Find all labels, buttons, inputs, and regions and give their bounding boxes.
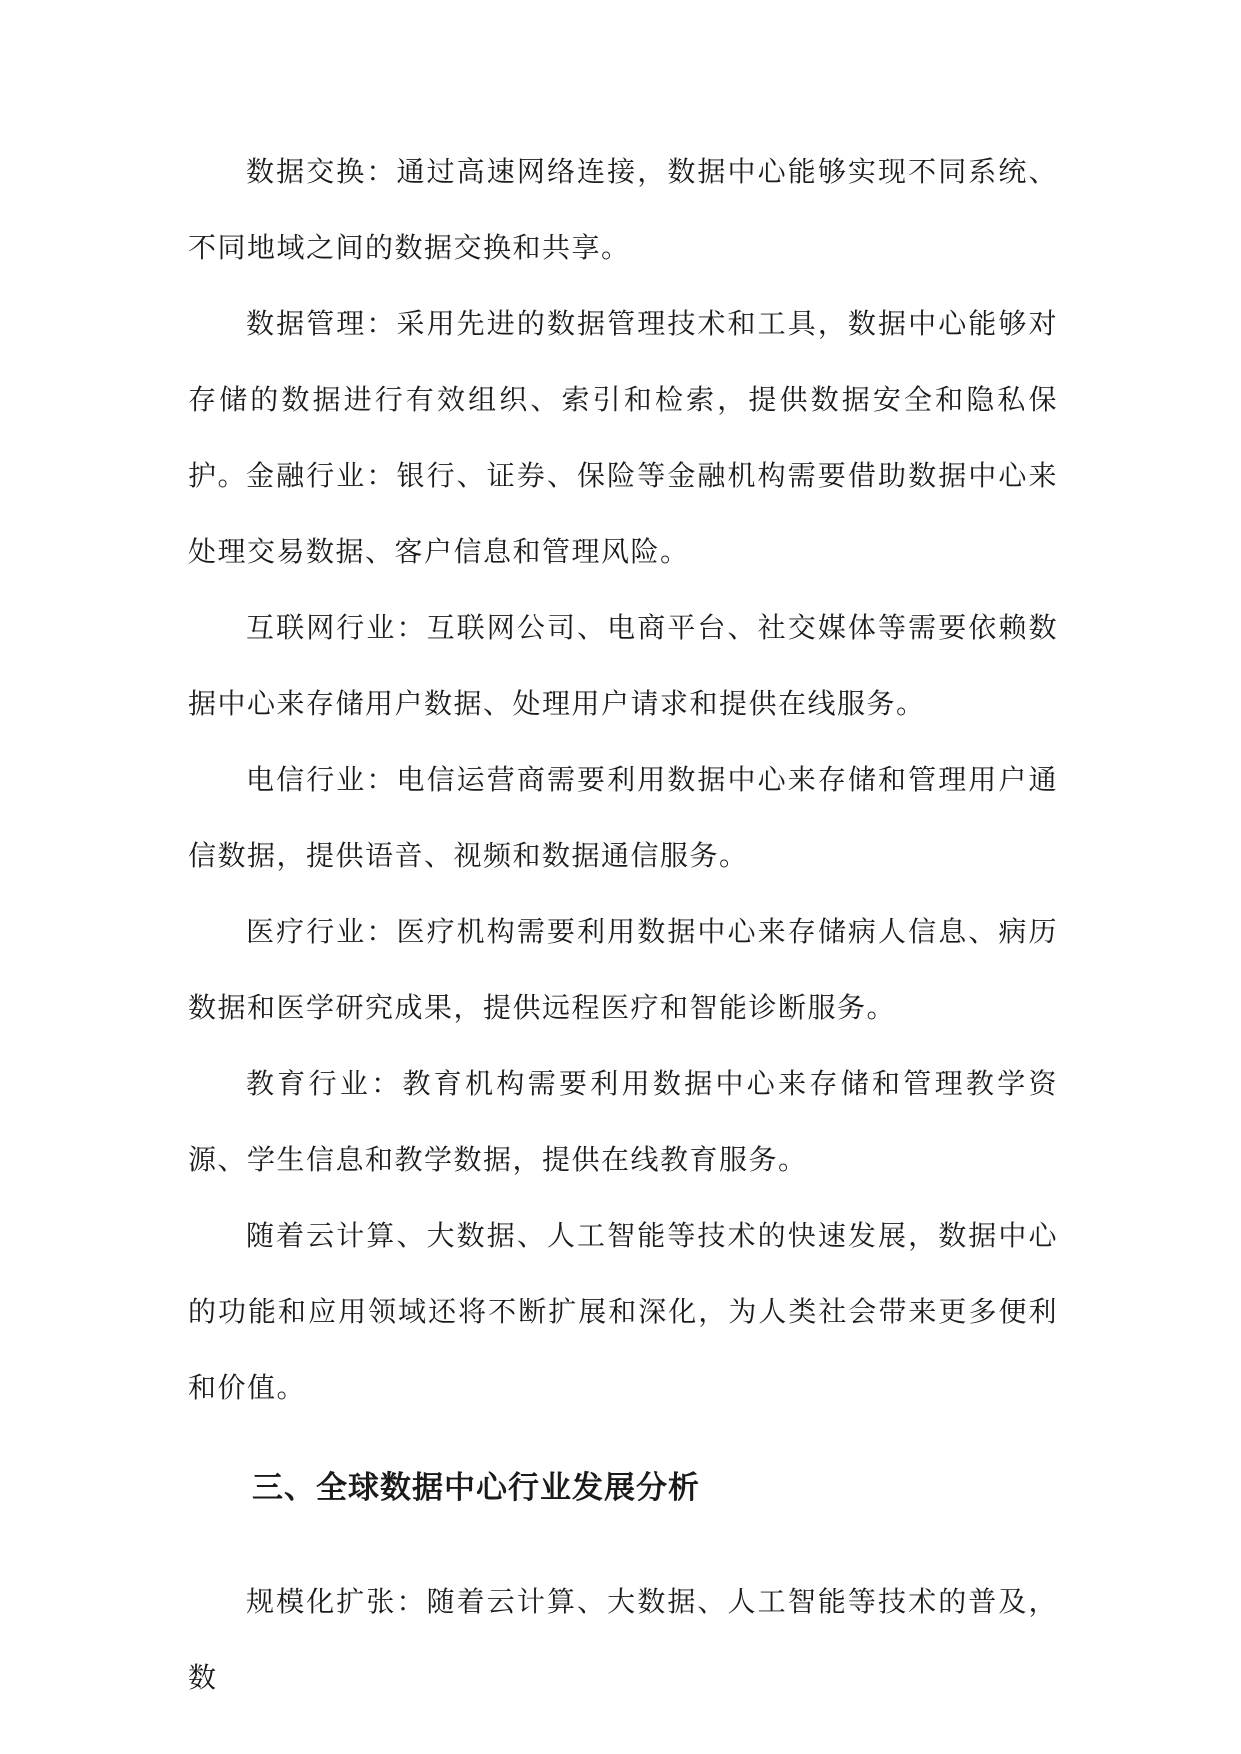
section-heading: 三、全球数据中心行业发展分析 xyxy=(252,1470,700,1506)
paragraph-scale-expansion: 规模化扩张：随着云计算、大数据、人工智能等技术的普及，数 xyxy=(188,1585,1058,1694)
paragraph-telecom-industry: 电信行业：电信运营商需要利用数据中心来存储和管理用户通信数据，提供语音、视频和数据通信服务。 xyxy=(188,763,1058,872)
paragraph-data-management: 数据管理：采用先进的数据管理技术和工具，数据中心能够对存储的数据进行有效组织、索引和检索，提供数据安全和隐私保护。 xyxy=(188,307,1058,492)
paragraph-data-exchange: 数据交换：通过高速网络连接，数据中心能够实现不同系统、不同地域之间的数据交换和共享。 xyxy=(188,155,1058,264)
paragraph-finance-industry: 金融行业：银行、证券、保险等金融机构需要借助数据中心来处理交易数据、客户信息和管理风险。 xyxy=(188,459,1058,568)
paragraph-development-outlook: 随着云计算、大数据、人工智能等技术的快速发展，数据中心的功能和应用领域还将不断扩展和深化，为人类社会带来更多便利和价值。 xyxy=(188,1219,1058,1404)
paragraph-internet-industry: 互联网行业：互联网公司、电商平台、社交媒体等需要依赖数据中心来存储用户数据、处理用户请求和提供在线服务。 xyxy=(188,611,1058,720)
paragraph-medical-industry: 医疗行业：医疗机构需要利用数据中心来存储病人信息、病历数据和医学研究成果，提供远程医疗和智能诊断服务。 xyxy=(188,915,1058,1024)
paragraph-education-industry: 教育行业：教育机构需要利用数据中心来存储和管理教学资源、学生信息和教学数据，提供在线教育服务。 xyxy=(188,1067,1058,1176)
